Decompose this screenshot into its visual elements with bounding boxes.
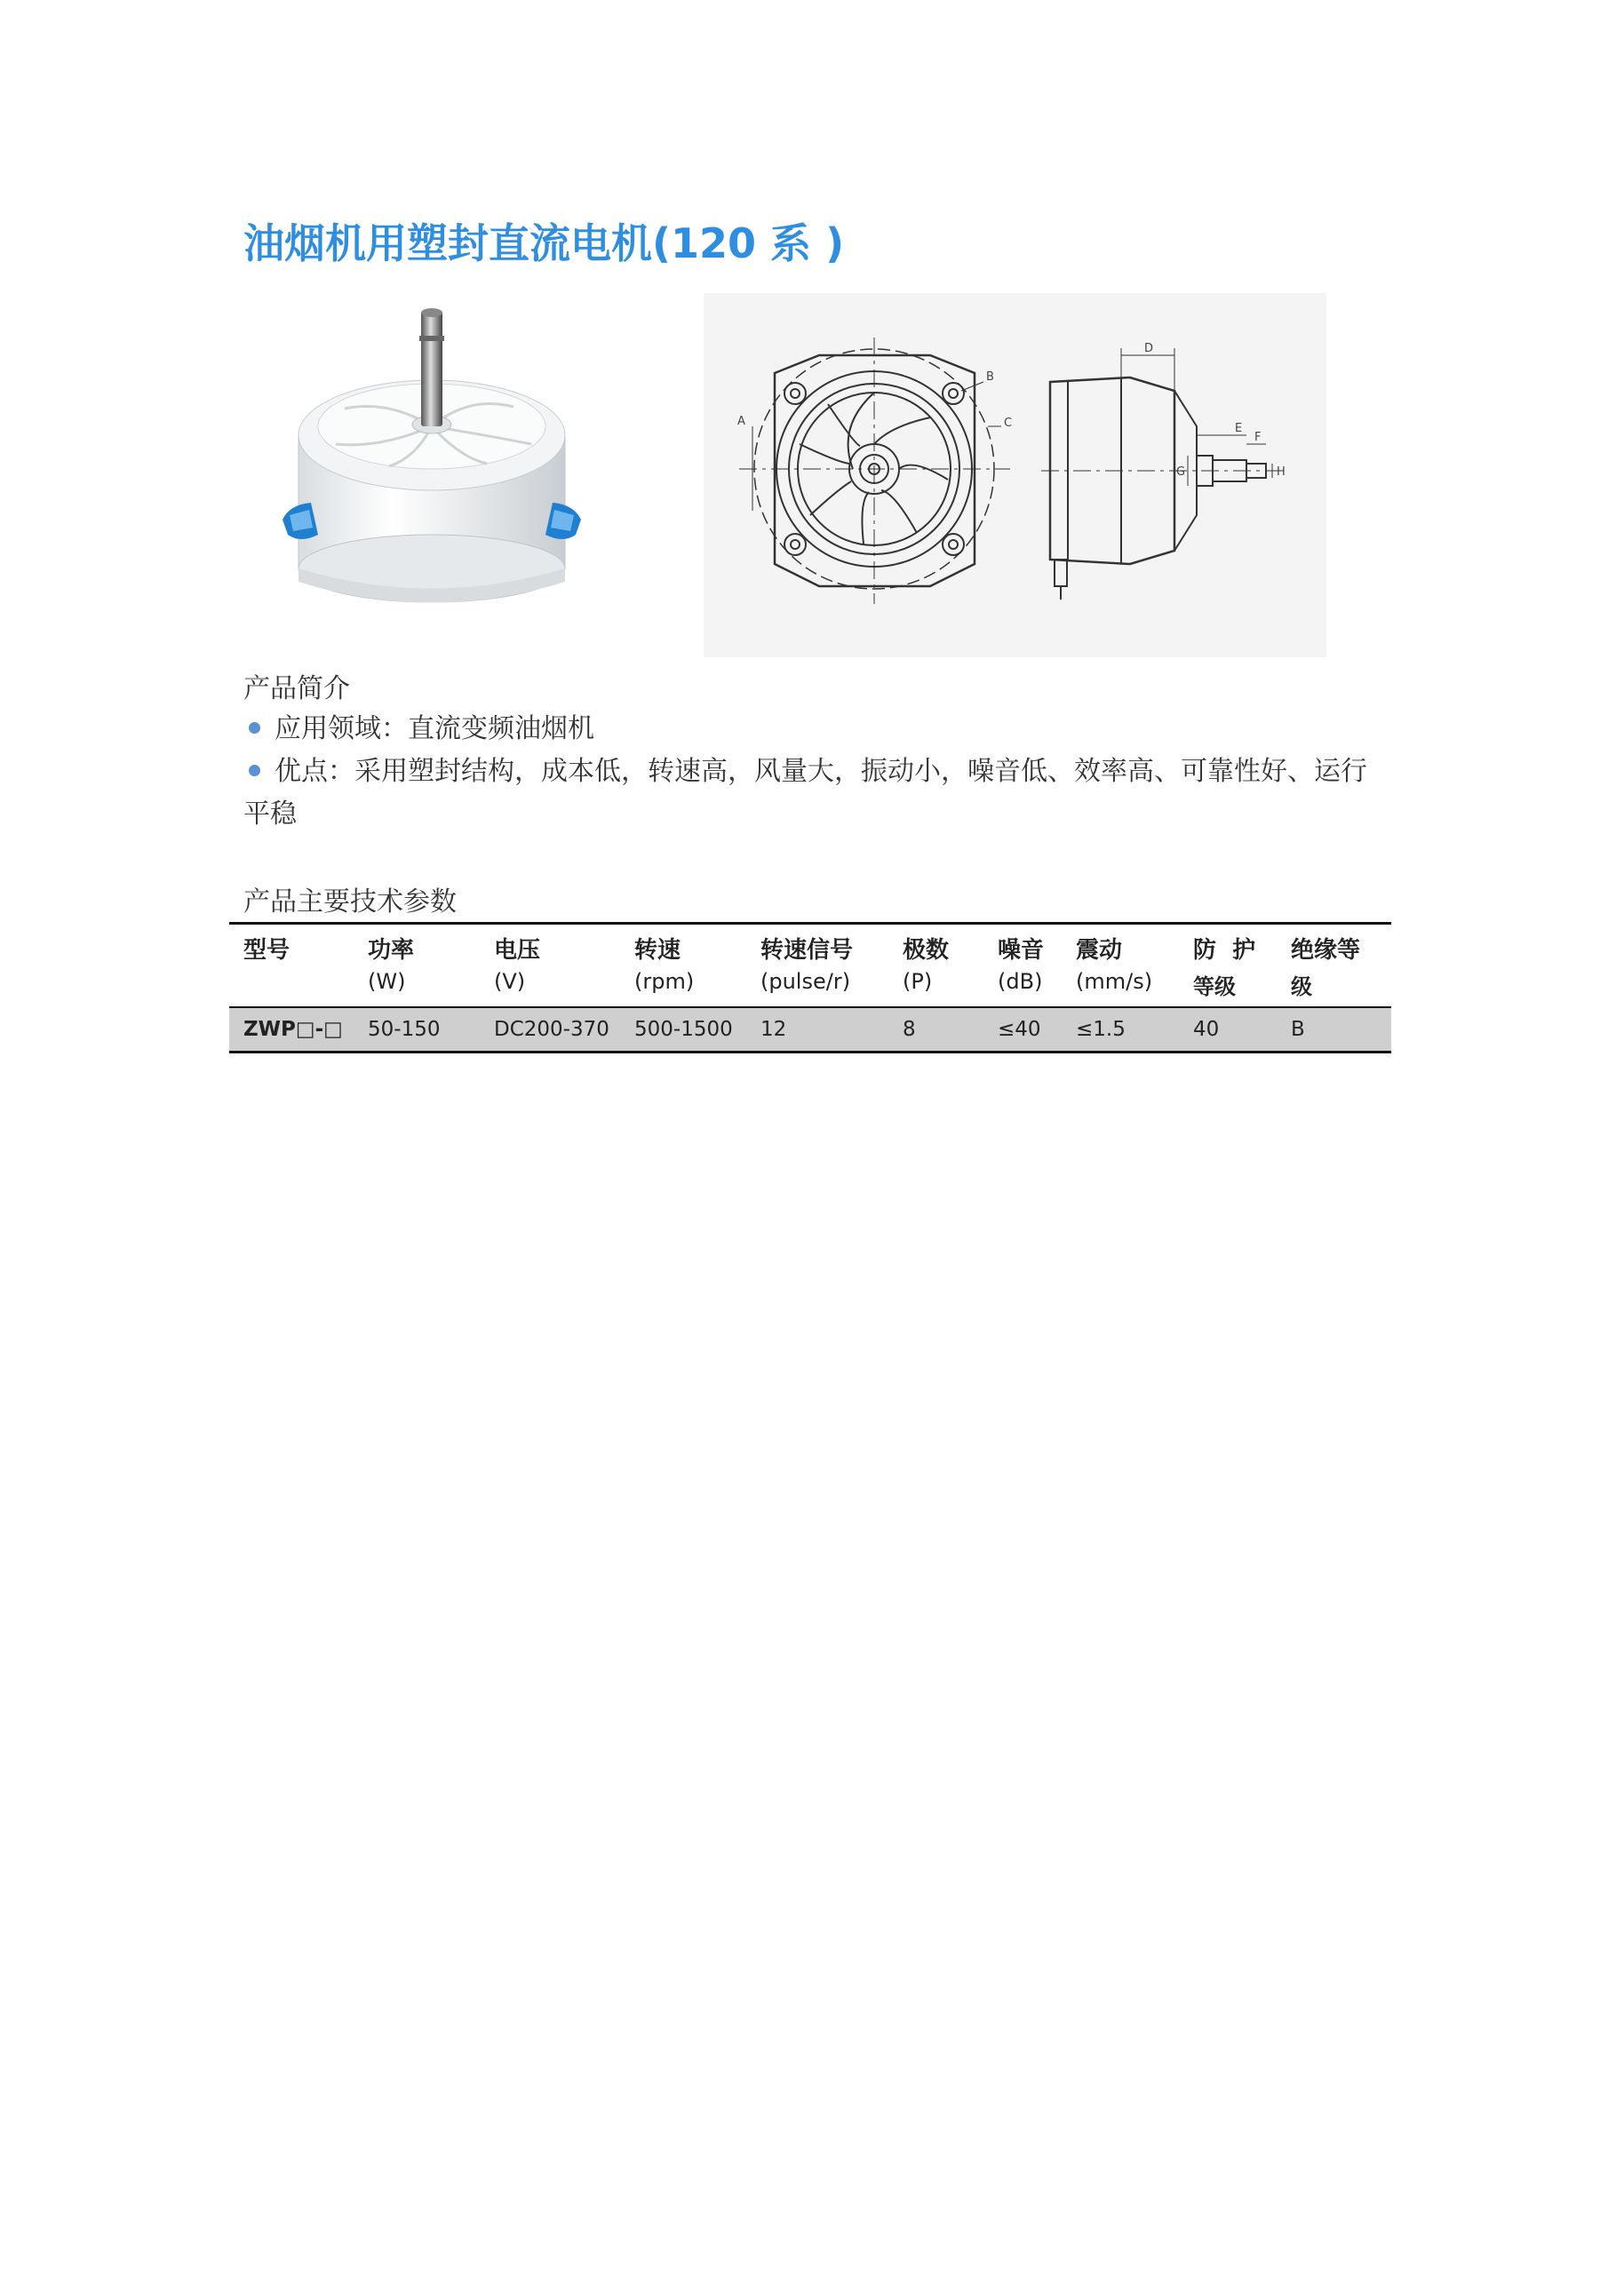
cell-protection: 40 <box>1179 1007 1277 1053</box>
motor-dimension-drawing <box>704 293 1326 657</box>
dim-label-e: E <box>1235 422 1243 435</box>
cell-voltage: DC200-370 <box>480 1007 620 1053</box>
page-title: 油烟机用塑封直流电机(120 系 ) <box>243 219 845 267</box>
intro-bullet-text: 应用领域：直流变频油烟机 <box>275 713 594 744</box>
motor-photo <box>283 302 581 640</box>
intro-heading: 产品简介 <box>243 673 350 704</box>
cell-model: ZWP□-□ <box>229 1007 354 1053</box>
cell-insulation: B <box>1277 1007 1391 1053</box>
col-header-insulation: 绝缘等 <box>1277 924 1391 968</box>
col-header-vibration: 震动 <box>1062 924 1179 968</box>
specs-unit-row <box>229 967 1391 1007</box>
col-header-voltage: 电压 <box>480 924 620 968</box>
dim-label-g: G <box>1176 465 1186 479</box>
col-header-speed-signal: 转速信号 <box>746 924 888 968</box>
cell-vibration: ≤1.5 <box>1062 1007 1179 1053</box>
col-unit-poles: (P) <box>903 969 933 994</box>
col-unit-noise: (dB) <box>998 969 1043 994</box>
col-unit-power: (W) <box>368 969 406 994</box>
cell-power: 50-150 <box>354 1007 480 1053</box>
dim-label-f: F <box>1254 431 1262 444</box>
col-header-power: 功率 <box>354 924 480 968</box>
intro-bullet-advantages <box>243 751 1389 836</box>
dim-label-b: B <box>986 370 994 384</box>
intro-bullet-application <box>243 708 1389 751</box>
col-header-model: 型号 <box>229 924 354 968</box>
dim-label-a: A <box>737 415 745 428</box>
dim-label-d: D <box>1144 342 1154 355</box>
dim-label-c: C <box>1004 417 1013 430</box>
specs-table <box>229 922 1391 1053</box>
specs-heading: 产品主要技术参数 <box>243 886 457 918</box>
specs-header-row <box>229 924 1391 968</box>
col-unit-speed: (rpm) <box>634 969 695 994</box>
col-unit-model <box>229 967 354 1007</box>
cell-poles: 8 <box>888 1007 983 1053</box>
col-header-poles: 极数 <box>888 924 983 968</box>
cell-speed: 500-1500 <box>620 1007 746 1053</box>
table-row <box>229 1007 1391 1053</box>
col-unit-speed-signal: (pulse/r) <box>760 969 851 994</box>
col-unit-protection: 等级 <box>1193 974 1236 999</box>
bullet-dot-icon <box>249 722 260 734</box>
cell-speed-signal: 12 <box>746 1007 888 1053</box>
col-header-noise: 噪音 <box>983 924 1062 968</box>
col-unit-insulation: 级 <box>1291 974 1312 999</box>
col-unit-vibration: (mm/s) <box>1076 969 1153 994</box>
col-header-speed: 转速 <box>620 924 746 968</box>
col-header-protection: 防 护 <box>1179 924 1277 968</box>
bullet-dot-icon <box>249 765 260 776</box>
intro-bullet-text: 优点：采用塑封结构，成本低，转速高，风量大，振动小，噪音低、效率高、可靠性好、运行平稳 <box>243 756 1367 830</box>
col-unit-voltage: (V) <box>494 969 526 994</box>
dim-label-h: H <box>1277 465 1286 479</box>
cell-noise: ≤40 <box>983 1007 1062 1053</box>
